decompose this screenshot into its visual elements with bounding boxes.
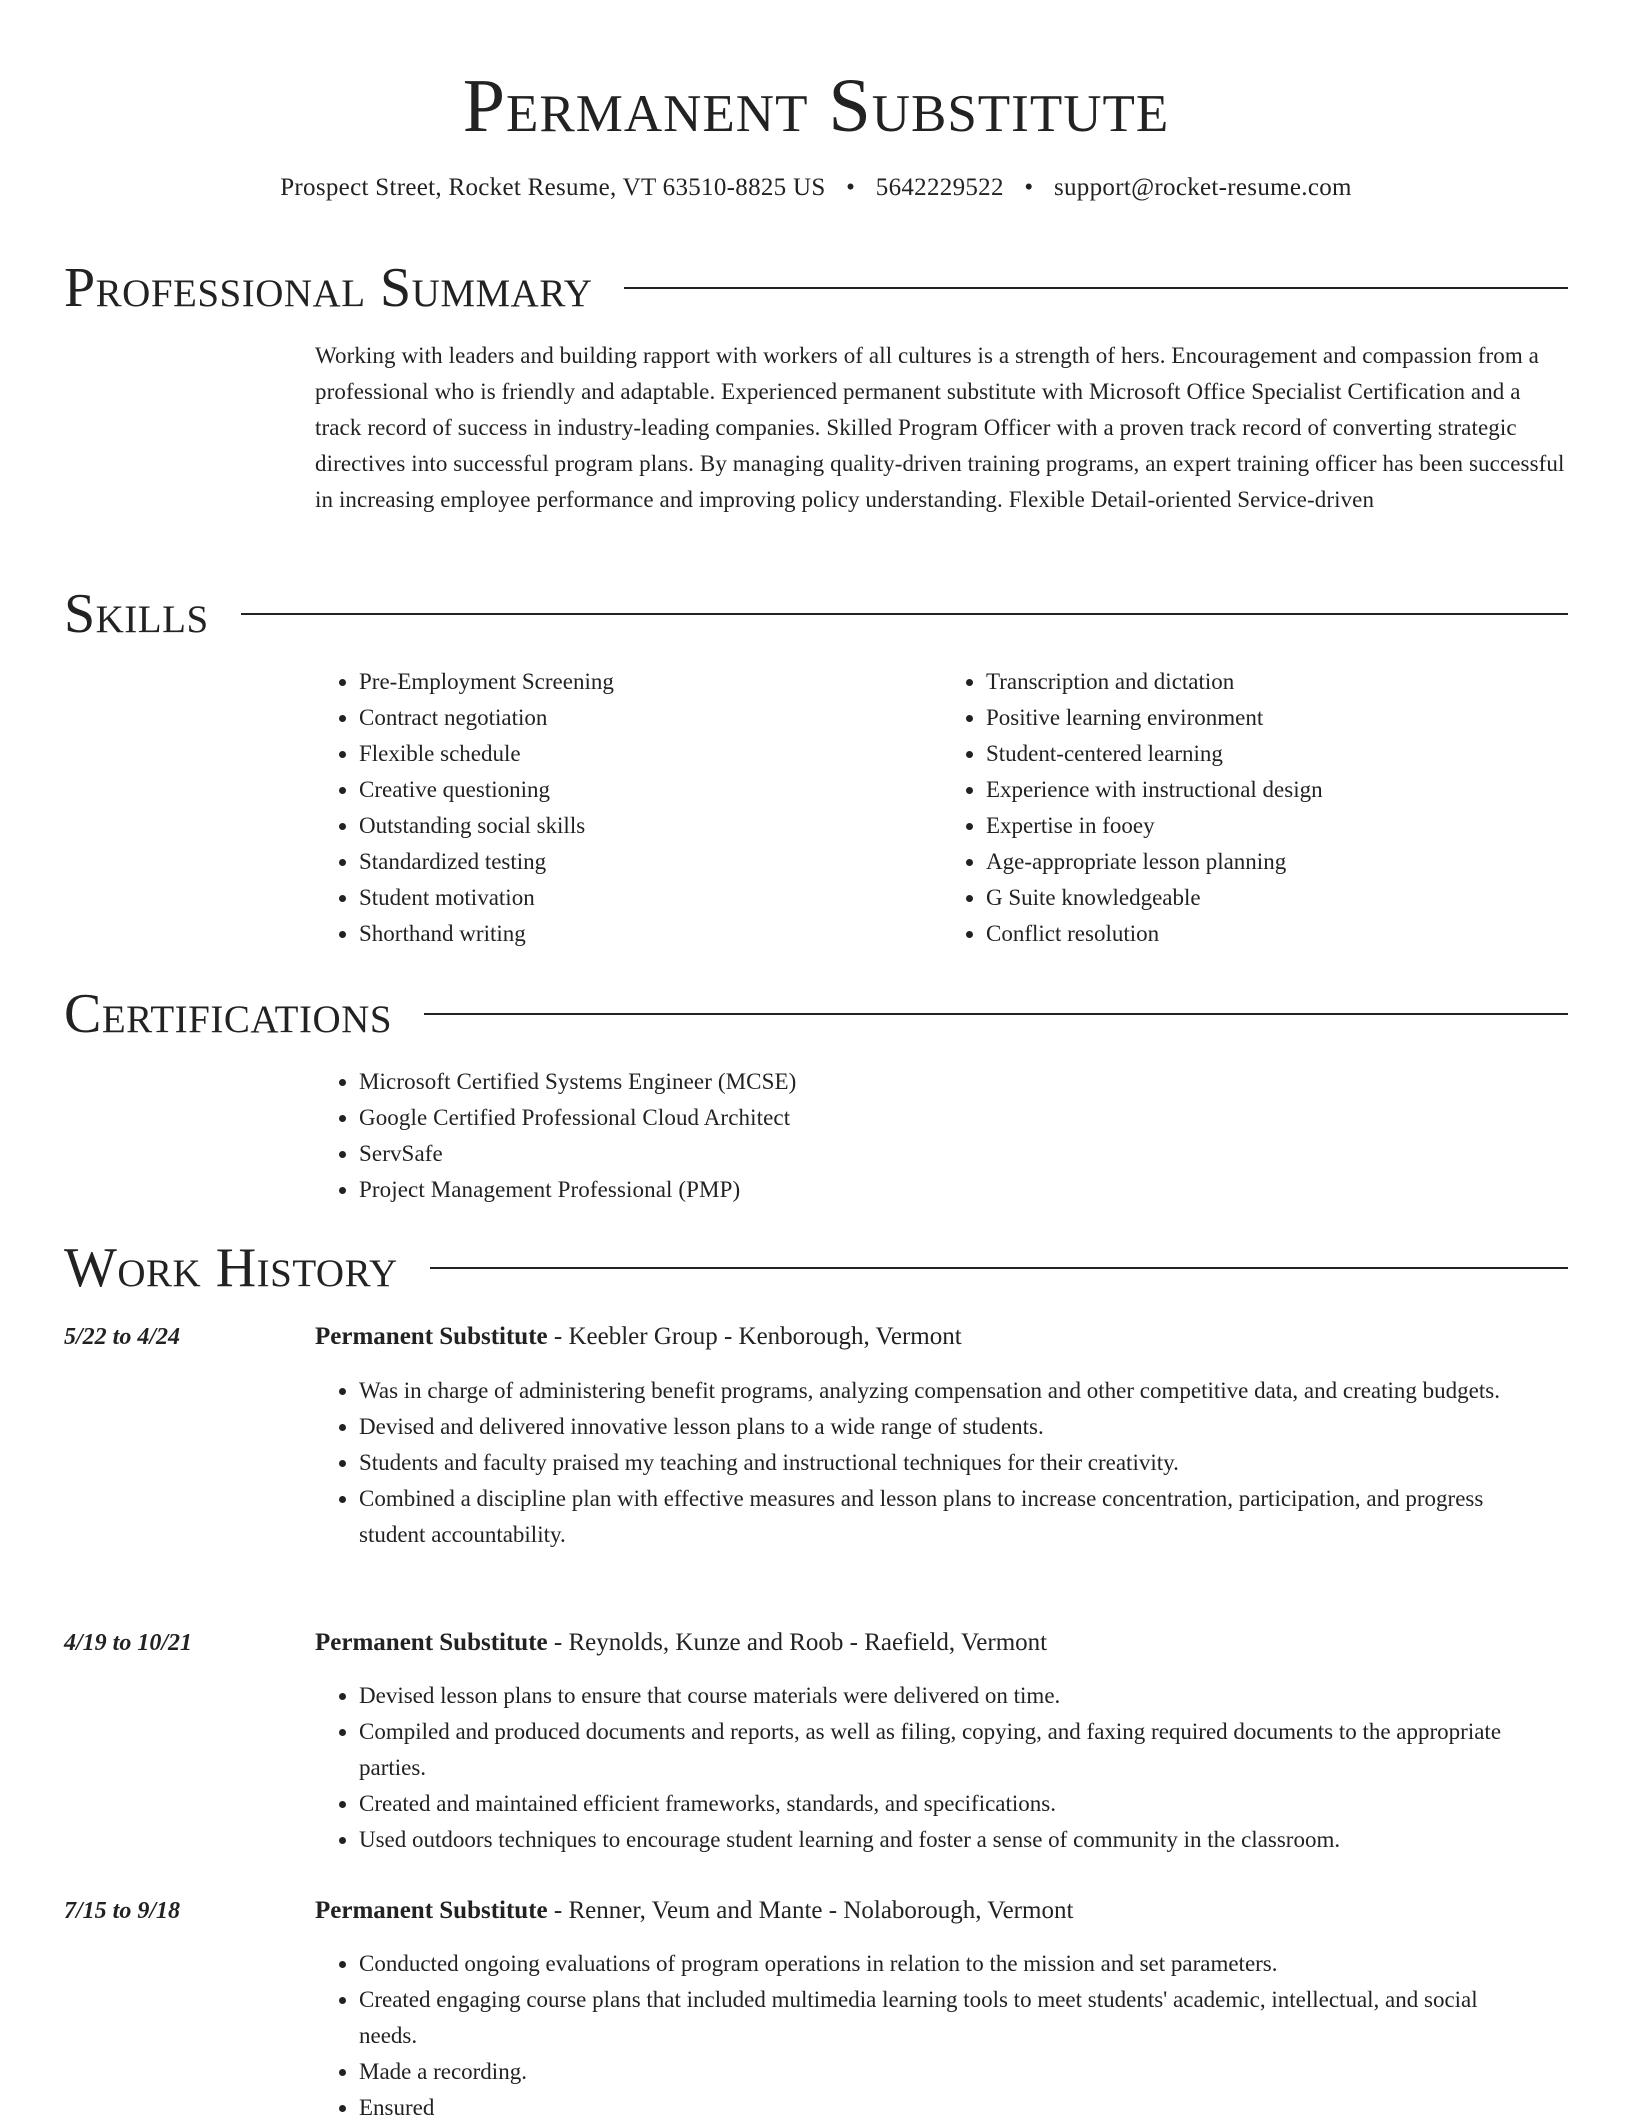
contact-separator: • [846,174,856,201]
summary-text: Working with leaders and building rapport with workers of all cultures is a strength of hers. Encouragement and compassion from a professional who is friendly and adaptable. Experienced permanent substitute with Microsoft Office Specialist Certification and a track record of success in industry-leading companies. Skilled Program Officer with a proven track record of converting strategic directives into successful program plans. By managing quality-driven training programs, an expert training officer has been successful in increasing employee performance and improving policy understanding. Flexible Detail-oriented Service-driven [315,343,1565,512]
job-duty-item: • Was in charge of administering benefit programs, analyzing compensation and other competitive data, and creating budgets. [359,1373,1535,1409]
job-duties [315,1373,1535,1553]
section-divider [430,1267,1568,1269]
job-heading [315,1625,1047,1661]
work-heading: Work History [64,1237,398,1299]
skill-item: • Transcription and dictation [986,664,1569,700]
job-date: 4/19 to 10/21 [64,1630,193,1656]
contact-line [64,172,1568,204]
skills-heading: Skills [64,583,209,645]
job-title: Permanent Substitute [315,1897,548,1924]
skill-item: • Student motivation [359,880,942,916]
certification-item: • ServSafe [359,1136,1569,1172]
job-employer: - Reynolds, Kunze and Roob - Raefield, Vermont [547,1629,1048,1656]
skill-item: • Age-appropriate lesson planning [986,844,1569,880]
contact-email: support@rocket-resume.com [1053,174,1352,201]
skill-item: • Pre-Employment Screening [359,664,942,700]
certification-item: • Project Management Professional (PMP) [359,1172,1569,1208]
job-duties [315,1946,1535,2126]
contact-separator: • [1024,174,1034,201]
certification-item: • Google Certified Professional Cloud Architect [359,1100,1569,1136]
certifications-list [315,1064,1569,1208]
job-duty-item: • Students and faculty praised my teaching and instructional techniques for their creativity. [359,1445,1535,1481]
job-duty-item: • Used outdoors techniques to encourage student learning and foster a sense of community in the classroom. [359,1822,1535,1858]
job-employer: - Keebler Group - Kenborough, Vermont [547,1323,962,1350]
skill-item: • Experience with instructional design [986,772,1569,808]
job-heading [315,1893,1073,1929]
certifications-heading: Certifications [64,983,393,1045]
skill-item: • Creative questioning [359,772,942,808]
job-heading [315,1319,962,1355]
job-employer: - Renner, Veum and Mante - Nolaborough, Vermont [547,1897,1074,1924]
job-duty-item: • Combined a discipline plan with effective measures and lesson plans to increase concentration, participation, and progress student accountability. [359,1481,1535,1553]
skill-item: • Conflict resolution [986,916,1569,952]
resume-page [64,0,1568,2120]
skills-section-header [64,584,1568,644]
job-duty-item: • Created engaging course plans that included multimedia learning tools to meet students' academic, intellectual, and social needs. [359,1982,1535,2054]
certification-item: • Microsoft Certified Systems Engineer (MCSE) [359,1064,1569,1100]
contact-phone: 5642229522 [875,174,1004,201]
skill-item: • Contract negotiation [359,700,942,736]
job-duty-item: • Compiled and produced documents and reports, as well as filing, copying, and faxing required documents to the appropriate parties. [359,1714,1535,1786]
skill-item: • Outstanding social skills [359,808,942,844]
job-duty-item: • Made a recording. [359,2054,1535,2090]
job-date: 7/15 to 9/18 [64,1898,181,1924]
section-divider [624,287,1568,289]
skill-item: • Expertise in fooey [986,808,1569,844]
skill-item: • G Suite knowledgeable [986,880,1569,916]
skill-item: • Positive learning environment [986,700,1569,736]
skills-column-left [315,664,942,952]
summary-heading: Professional Summary [64,257,593,319]
skill-item: • Flexible schedule [359,736,942,772]
job-duties [315,1678,1535,1858]
job-title: Permanent Substitute [315,1629,548,1656]
candidate-name: Permanent Substitute [462,64,1170,148]
work-section-header [64,1238,1568,1298]
skills-column-right [942,664,1569,952]
job-date: 5/22 to 4/24 [64,1324,181,1350]
contact-address: Prospect Street, Rocket Resume, VT 63510-8825 US [280,174,826,201]
skill-item: • Student-centered learning [986,736,1569,772]
skills-list [315,664,1569,952]
job-duty-item: • Conducted ongoing evaluations of program operations in relation to the mission and set parameters. [359,1946,1535,1982]
job-duty-item: • Ensured [359,2090,1535,2126]
summary-section-header [64,258,1568,318]
job-duty-item: • Devised and delivered innovative lesson plans to a wide range of students. [359,1409,1535,1445]
job-title: Permanent Substitute [315,1323,548,1350]
section-divider [424,1013,1568,1015]
skill-item: • Standardized testing [359,844,942,880]
certifications-section-header [64,984,1568,1044]
job-duty-item: • Devised lesson plans to ensure that course materials were delivered on time. [359,1678,1535,1714]
skill-item: • Shorthand writing [359,916,942,952]
job-duty-item: • Created and maintained efficient frameworks, standards, and specifications. [359,1786,1535,1822]
section-divider [241,613,1568,615]
